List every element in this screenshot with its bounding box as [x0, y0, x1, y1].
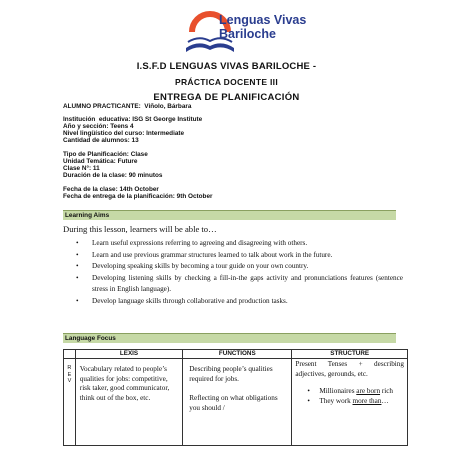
- course-heading: PRÁCTICA DOCENTE III: [175, 77, 278, 87]
- list-item: • Learn useful expressions referring to agreeing and disagreeing with others.: [63, 238, 403, 250]
- lexis-cell: Vocabulary related to people’s qualities for jobs: competitive, risk taker, good communicator, think out of the box, etc.: [75, 359, 182, 446]
- plan-type-line: Tipo de Planificación: Clase: [63, 151, 148, 158]
- level-line: Nivel lingüístico del curso: Intermediate: [63, 130, 185, 137]
- learning-aims-intro: During this lesson, learners will be able to…: [63, 224, 217, 234]
- logo-wordmark: [219, 13, 339, 41]
- functions-text-2: Reflecting on what obligations you should /: [189, 394, 278, 412]
- list-item: • Developing listening skills by checking a fill-in-the gaps activity and pronunciations features (sentence stress in English language).: [76, 273, 403, 294]
- learning-aims-list: [63, 238, 403, 308]
- structure-cell: [292, 359, 408, 446]
- functions-cell: [183, 359, 292, 446]
- column-header-lexis: LEXIS: [75, 350, 182, 359]
- logo-line-1: Lenguas Vivas: [219, 13, 307, 27]
- column-header-functions: FUNCTIONS: [183, 350, 292, 359]
- table-header-blank: [64, 350, 76, 359]
- class-number-line: Clase N°: 11: [63, 165, 100, 172]
- learning-aims-bar: [63, 210, 396, 220]
- institute-heading: I.S.F.D LENGUAS VIVAS BARILOCHE -: [136, 61, 317, 72]
- language-focus-bar: [63, 333, 396, 343]
- structure-example-1: • Millionaires are born rich: [307, 387, 394, 395]
- bullet-icon: •: [307, 396, 310, 405]
- functions-text-1: Describing people’s qualities required for jobs.: [189, 365, 273, 383]
- learning-aims-heading: Learning Aims: [65, 212, 110, 219]
- structure-intro: Present Tenses + describing adjectives, gerounds, etc.: [295, 360, 404, 378]
- bullet-icon: •: [76, 296, 79, 305]
- list-item: • Learn and use previous grammar structures learned to talk about work in the future.: [63, 250, 403, 262]
- list-item: • Developing speaking skills by becoming a tour guide on your own country.: [63, 261, 403, 273]
- rev-label: R E V: [64, 359, 76, 446]
- class-date-line: Fecha de la clase: 14th October: [63, 186, 159, 193]
- student-count-line: Cantidad de alumnos: 13: [63, 137, 139, 144]
- delivery-date-line: Fecha de entrega de la planificación: 9th October: [63, 193, 213, 200]
- bullet-icon: •: [76, 262, 79, 271]
- table-header-row: [64, 350, 408, 359]
- language-focus-heading: Language Focus: [65, 335, 116, 342]
- bullet-icon: •: [76, 239, 79, 247]
- year-section-line: Año y sección: Teens 4: [63, 123, 134, 130]
- bullet-icon: •: [307, 387, 310, 395]
- institution-line: Institución educativa: ISG St George Institute: [63, 116, 203, 123]
- list-item: • Develop language skills through collaborative and production tasks.: [63, 296, 403, 308]
- duration-line: Duración de la clase: 90 minutos: [63, 172, 163, 179]
- table-row: [64, 359, 408, 446]
- student-line: ALUMNO PRACTICANTE: Viñolo, Bárbara: [63, 103, 192, 110]
- unit-line: Unidad Temática: Future: [63, 158, 138, 165]
- bullet-icon: •: [76, 273, 79, 282]
- structure-example-2: • They work more than…: [307, 396, 389, 405]
- column-header-structure: STRUCTURE: [292, 350, 408, 359]
- language-focus-table: [63, 349, 408, 446]
- bullet-icon: •: [76, 250, 79, 259]
- logo-line-2: Bariloche: [219, 27, 276, 41]
- document-title: ENTREGA DE PLANIFICACIÓN: [153, 92, 300, 103]
